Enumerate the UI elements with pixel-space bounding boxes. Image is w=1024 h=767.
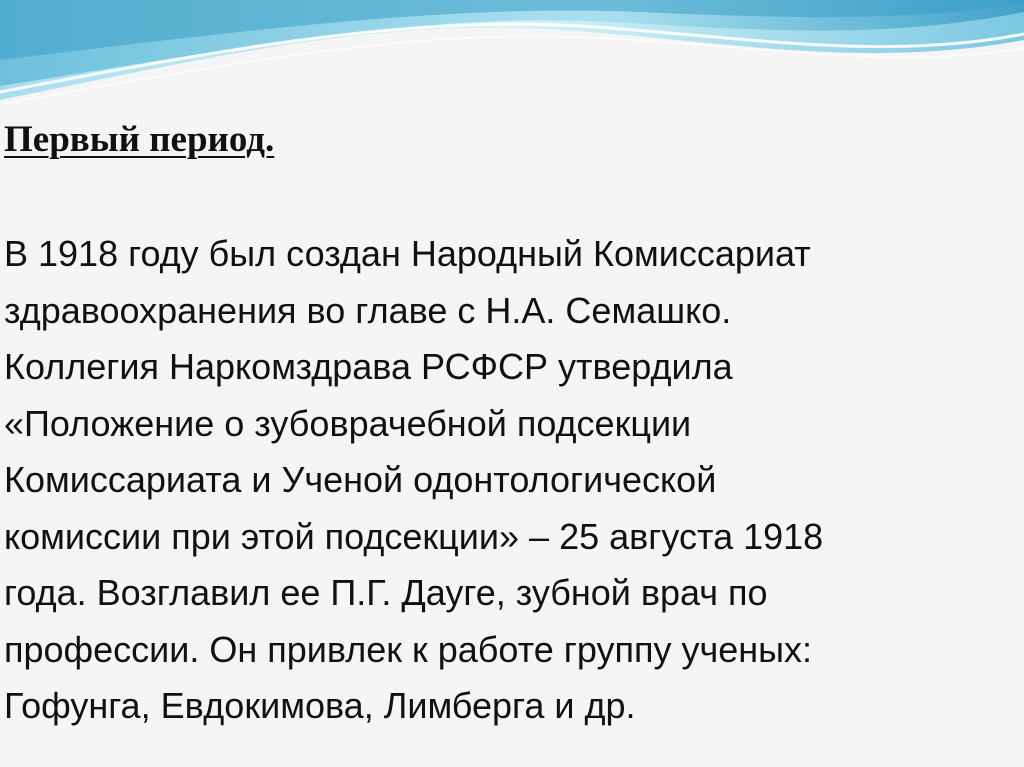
slide-title: Первый период.: [4, 119, 275, 160]
wave-header-decoration: [0, 0, 1024, 120]
body-line: профессии. Он привлек к работе группу ученых:: [4, 628, 813, 670]
body-line: комиссии при этой подсекции» – 25 августа 1918: [4, 515, 824, 557]
slide-body-text: [4, 226, 1014, 735]
body-line: здравоохранения во главе с Н.А. Семашко.: [4, 289, 732, 331]
body-line: Комиссариата и Ученой одонтологической: [4, 459, 717, 500]
body-line: Гофунга, Евдокимова, Лимберга и др.: [4, 685, 636, 726]
body-line: Коллегия Наркомздрава РСФСР утвердила: [4, 346, 733, 387]
body-line: года. Возглавил ее П.Г. Дауге, зубной врач по: [4, 572, 768, 613]
body-line: «Положение о зубоврачебной подсекции: [4, 402, 692, 444]
body-line: В 1918 году был создан Народный Комиссариат: [4, 233, 811, 274]
